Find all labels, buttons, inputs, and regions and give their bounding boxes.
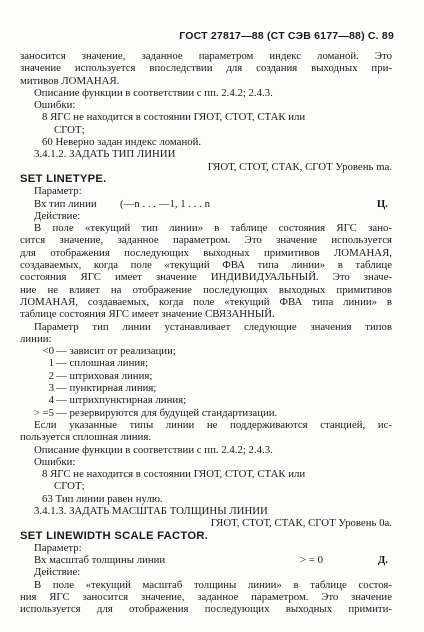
error-item: 8 ЯГС не находится в состоянии ГЯОТ, СТОТ, СТАК или	[42, 468, 306, 481]
parameter-name: Вх масштаб толщины линии	[34, 554, 166, 567]
page-header: ГОСТ 27817—88 (СТ СЭВ 6177—88) С. 89	[179, 30, 394, 42]
error-item-continuation: СГОТ;	[54, 123, 85, 136]
error-item: 8 ЯГС не находится в состоянии ГЯОТ, СТОТ, СТАК или	[42, 111, 306, 124]
value-text: — штрихпунктирная линия;	[56, 394, 187, 407]
action-line: используется для отображения последующих выходных примити-	[20, 603, 392, 616]
value-key: 1	[48, 357, 54, 370]
command-name: SET LINEWIDTH SCALE FACTOR.	[20, 529, 209, 542]
value-key: 3	[48, 382, 54, 395]
action-label: Действие:	[34, 566, 81, 579]
value-text: — зависит от реализации;	[56, 345, 176, 358]
errors-label: Ошибки:	[34, 99, 76, 112]
action-line: В поле «текущий масштаб толщины линии» в таблице состоя-	[34, 578, 392, 591]
action-line: для отображения последующих выходных примитивов ЛОМАНАЯ,	[20, 246, 392, 259]
note-line: пользуется сплошная линия.	[20, 431, 152, 444]
action-line: ния ЯГС заносится значение, заданное параметром. Это значение	[20, 591, 392, 604]
error-item-continuation: СГОТ;	[54, 480, 85, 493]
paragraph-line: митивов ЛОМАНАЯ.	[20, 74, 120, 87]
action-line: ние не влияет на отображение последующих выходных примитивов	[20, 283, 392, 296]
error-item: 63 Тип линии равен нулю.	[42, 492, 163, 505]
action-label: Действие:	[34, 209, 81, 222]
action-line: сится значение, заданное параметром. Это значение используется	[20, 234, 392, 247]
value-key: <0	[42, 345, 54, 358]
note-line: Если указанные типы линии не поддерживаются станцией, ис-	[34, 418, 392, 431]
value-item	[20, 370, 392, 382]
paragraph-line: заносится значение, заданное параметром индекс ломаной. Это	[20, 50, 392, 62]
values-intro-continuation: линии:	[20, 332, 52, 345]
function-description: Описание функции в соответствии с пп. 2.4.2; 2.4.3.	[34, 86, 273, 99]
value-item	[20, 407, 392, 419]
action-line: состояния ЯГС имеет значение ИНДИВИДУАЛЬНЫЙ. Это значе-	[20, 271, 392, 284]
value-text: — пунктирная линия;	[56, 382, 157, 395]
action-line: В поле «текущий тип линии» в таблице состояния ЯГС зано-	[34, 222, 392, 235]
action-line: создаваемых, когда поле «текущий ФВА типа линии» в таблице	[20, 259, 392, 272]
section-heading: 3.4.1.2. ЗАДАТЬ ТИП ЛИНИИ	[34, 148, 176, 161]
parameter-name: Вх тип линии	[34, 197, 97, 210]
action-line: таблице состояния ЯГС имеет значение СВЯЗАННЫЙ.	[20, 308, 275, 321]
error-item: 60 Неверно задан индекс ломаной.	[42, 136, 202, 149]
value-item	[20, 345, 392, 357]
section-states: ГЯОТ, СТОТ, СТАК, СГОТ Уровень mа.	[207, 160, 392, 173]
value-text: — сплошная линия;	[56, 357, 149, 370]
errors-label: Ошибки:	[34, 455, 76, 468]
value-text: — штриховая линия;	[56, 369, 153, 382]
command-name: SET LINETYPE.	[20, 172, 107, 185]
section-states: ГЯОТ, СТОТ, СТАК, СГОТ Уровень 0а.	[210, 517, 392, 530]
action-line: ЛОМАНАЯ, создаваемых, когда поле «текущий ФВА типа линии» в	[20, 295, 392, 308]
value-item	[20, 357, 392, 369]
parameter-row	[20, 198, 392, 210]
paragraph-line: значение используется впоследствии для создания выходных при-	[20, 62, 392, 75]
parameter-range: (—n . . . —1, 1 . . . n	[120, 197, 210, 210]
value-item	[20, 382, 392, 394]
parameter-label: Параметр:	[34, 185, 82, 198]
value-text: — резервируются для будущей стандартизации.	[56, 406, 278, 419]
section-heading: 3.4.1.3. ЗАДАТЬ МАСШТАБ ТОЛЩИНЫ ЛИНИИ	[34, 504, 268, 517]
document-body	[20, 50, 392, 616]
parameter-range: > = 0	[300, 554, 323, 567]
value-key: > =5	[33, 406, 54, 419]
value-key: 2	[48, 369, 54, 382]
parameter-label: Параметр:	[34, 541, 82, 554]
function-description: Описание функции в соответствии с пп. 2.4.2; 2.4.3.	[34, 443, 273, 456]
values-intro: Параметр тип линии устанавливает следующие значения типов	[34, 320, 392, 333]
parameter-type: Ц.	[376, 197, 388, 210]
parameter-type: Д.	[377, 554, 388, 567]
parameter-row	[20, 554, 392, 566]
value-key: 4	[48, 394, 54, 407]
value-item	[20, 394, 392, 406]
